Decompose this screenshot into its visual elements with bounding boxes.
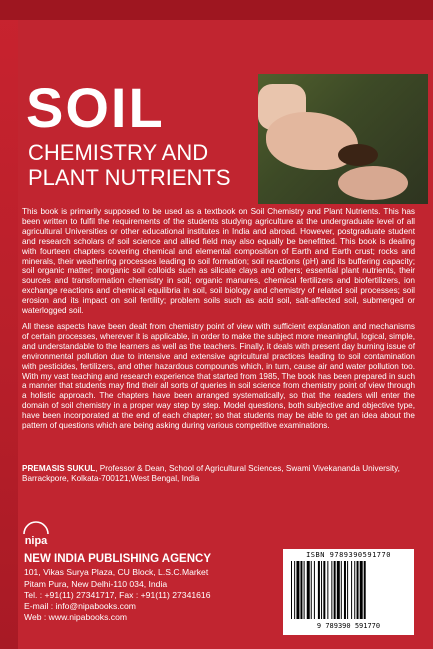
publisher-name: NEW INDIA PUBLISHING AGENCY — [24, 553, 211, 565]
publisher-address-line-2: Pitam Pura, New Delhi-110 034, India — [24, 578, 168, 589]
isbn-label: ISBN 9789390591770 — [306, 551, 391, 559]
book-title-subtitle — [28, 140, 231, 190]
description-paragraph-1: This book is primarily supposed to be used as a textbook on Soil Chemistry and Plant Nutrients. This has been written to fulfil the requirements of the students studying agriculture at the undergraduate level of all agricultural Universities or other educational institutes in India and abroad. However, postgraduate student and research scholars of soil science and allied field may also equally be benefitted. This book is dealing with fourteen chapters covering chemical and elemental composition of Earth and Earth crust; rocks and minerals, their weathering processes leading to soil formation; soil reactions (pH) and its buffering capacity; soil organic matter; inorganic soil colloids such as silicate clays and others; essential plant nutrients, their sources and transformation chemistry in soil; organic manures, chemical fertilizers and biofertilizers, ion exchange reactions and chemical equilibria in soil, soil biology and chemistry of related soil processes; soil erosion and its impact on soil fertility; problem soils such as acid soil, salt-affected soil, submerged or waterlogged soil. — [22, 207, 415, 316]
book-description — [22, 207, 415, 437]
author-info — [22, 464, 415, 484]
lower-hand-shape — [338, 166, 408, 200]
barcode-bars — [291, 561, 406, 619]
subtitle-line-2: PLANT NUTRIENTS — [28, 165, 231, 190]
top-band — [0, 0, 433, 20]
hands-holding-soil-image — [258, 74, 428, 204]
soil-clump — [338, 144, 378, 166]
nipa-logo-icon — [20, 520, 52, 548]
description-paragraph-2: All these aspects have been dealt from chemistry point of view with sufficient explanation and mechanisms of certain processes, wherever it is applicable, in order to make the subject more meaningful, logical, simple, and understandable to the learners as well as the teachers. Finally, it deals with present day burning issue of environmental pollution due to intensive and extensive agricultural practices leading to soil contamination with pesticides, fertilizers, and other hazardous compounds which, in turn, cause air and water pollution too. With my vast teaching and research experience that started from 1985, The book has been prepared in such a manner that students may find their all sorts of queries in soil science from chemistry point of view through a holistic approach. The chapters have been arranged systematically, so that the readers will enter the domain of soil chemistry in a proper way step by step. Model questions, both subjective and objective type, have been incorporated at the end of each chapter; so that students may be able to get an idea about the pattern of questions which are being asking during various competitive examinations. — [22, 321, 415, 431]
author-details: , Professor & Dean, School of Agricultural Sciences, Swami Vivekananda University, Barrackpore, Kolkata-700121,West Bengal, India — [22, 464, 400, 483]
barcode-digits: 9 789390 591770 — [316, 622, 381, 630]
publisher-website: Web : www.nipabooks.com — [24, 612, 128, 623]
publisher-info — [24, 554, 284, 624]
book-title-main: SOIL — [26, 76, 165, 139]
logo-text: nipa — [24, 535, 48, 547]
isbn-barcode — [283, 549, 414, 635]
publisher-phone: Tel. : +91(11) 27341717, Fax : +91(11) 27341616 — [24, 589, 211, 600]
publisher-email: E-mail : info@nipabooks.com — [24, 601, 136, 612]
subtitle-line-1: CHEMISTRY AND — [28, 140, 209, 165]
publisher-address-line-1: 101, Vikas Surya Plaza, CU Block, L.S.C.Market — [24, 567, 209, 578]
author-name: PREMASIS SUKUL — [22, 464, 96, 473]
